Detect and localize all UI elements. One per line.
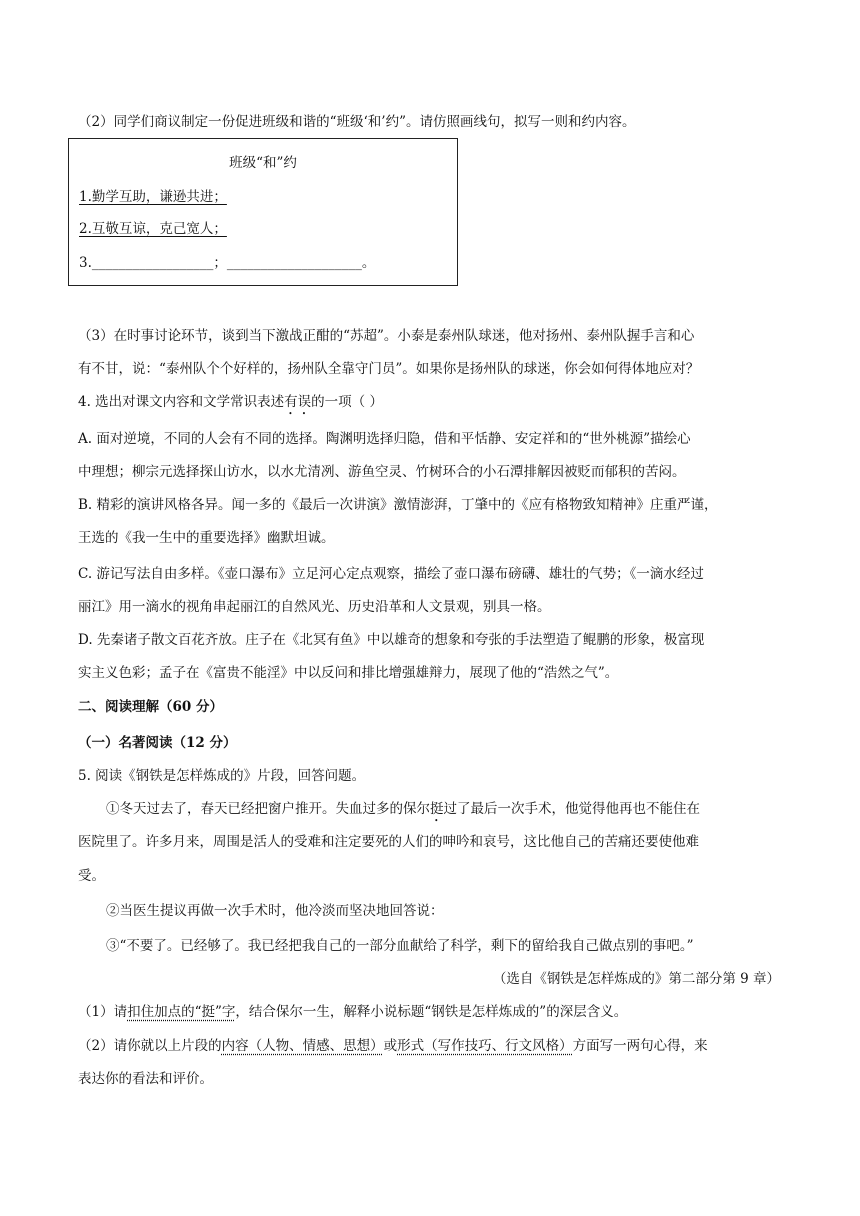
class-pact-box	[68, 138, 458, 286]
passage-paragraph-1-line-1: ①冬天过去了，春天已经把窗户推开。失血过多的保尔挺过了最后一次手术，他觉得他再也不能住在	[106, 801, 700, 817]
option-b-line-1: B. 精彩的演讲风格各异。闻一多的《最后一次讲演》激情澎湃，丁肇中的《应有格物致知精神》庄重严谨，	[78, 497, 718, 513]
option-a-line-2: 中理想；柳宗元选择探山访水，以水尤清冽、游鱼空灵、竹树环合的小石潭排解因被贬而郁积的苦闷。	[78, 464, 686, 480]
option-c-line-1: C. 游记写法自由多样。《壶口瀑布》立足河心定点观察，描绘了壶口瀑布磅礴、雄壮的气势；《一滴水经过	[78, 566, 704, 582]
section-heading-reading: 二、阅读理解（60 分）	[78, 699, 223, 715]
option-d-line-1: D. 先秦诸子散文百花齐放。庄子在《北冥有鱼》中以雄奇的想象和夸张的手法塑造了鲲鹏的形象，极富现	[78, 632, 705, 648]
pact-item-2: 2.互敬互谅，克己宽人；	[79, 221, 227, 237]
question-4-prompt	[78, 392, 383, 418]
subsection-heading-classics: （一）名著阅读（12 分）	[78, 735, 237, 751]
q4-emphasis: 有误	[284, 394, 312, 410]
q4-suffix: 的一项（ ）	[311, 394, 383, 410]
question-3-line-2: 有不甘，说：“泰州队个个好样的，扬州队全靠守门员”。如果你是扬州队的球迷，你会如何得体地应对？	[78, 361, 700, 377]
passage-paragraph-1-line-3: 受。	[78, 868, 105, 884]
option-a-line-1: A. 面对逆境，不同的人会有不同的选择。陶渊明选择归隐，借和平恬静、安定祥和的“世外桃源”描绘心	[78, 431, 691, 447]
pact-item-1: 1.勤学互助，谦逊共进；	[79, 189, 227, 205]
q5-2-underlined-form: 形式（写作技巧、行文风格）	[397, 1038, 573, 1054]
q4-prefix: 4. 选出对课文内容和文学常识表述	[78, 394, 285, 410]
pact-title: 班级“和”约	[229, 155, 297, 171]
passage-paragraph-3: ③“不要了。已经够了。我已经把我自己的一部分血献给了科学，剩下的留给我自己做点别的事吧。”	[106, 938, 694, 954]
passage-source: （选自《钢铁是怎样炼成的》第二部分第 9 章）	[492, 971, 780, 987]
q5-1-underlined: 扣住加点的“挺”字	[127, 1004, 236, 1020]
pact-item-3-blank: 3.__________________；____________________。	[79, 255, 376, 271]
option-d-line-2: 实主义色彩；孟子在《富贵不能淫》中以反问和排比增强雄辩力，展现了他的“浩然之气”。	[78, 665, 619, 681]
question-5-2-line-2: 表达你的看法和评价。	[78, 1071, 213, 1087]
question-2-prompt: （2）同学们商议制定一份促进班级和谐的“班级‘和’约”。请仿照画线句，拟写一则和约内容。	[78, 114, 636, 130]
passage-paragraph-2: ②当医生提议再做一次手术时，他冷淡而坚决地回答说：	[106, 903, 444, 919]
passage-paragraph-1-line-2: 医院里了。许多月来，周围是活人的受难和注定要死的人们的呻吟和哀号，这比他自己的苦痛还要使他难	[78, 834, 699, 850]
emphasized-character: 挺	[430, 801, 444, 817]
question-3-line-1: （3）在时事讨论环节，谈到当下激战正酣的“苏超”。小泰是泰州队球迷，他对扬州、泰州队握手言和心	[78, 328, 695, 344]
question-5-prompt: 5. 阅读《钢铁是怎样炼成的》片段，回答问题。	[78, 768, 366, 784]
question-5-2-line-1: （2）请你就以上片段的内容（人物、情感、思想）或形式（写作技巧、行文风格）方面写一两句心得，来	[78, 1038, 708, 1054]
question-5-1: （1）请扣住加点的“挺”字，结合保尔一生，解释小说标题“钢铁是怎样炼成的”的深层含义。	[78, 1004, 628, 1020]
q5-2-underlined-content: 内容（人物、情感、思想）	[221, 1038, 384, 1054]
option-b-line-2: 王选的《我一生中的重要选择》幽默坦诚。	[78, 530, 335, 546]
option-c-line-2: 丽江》用一滴水的视角串起丽江的自然风光、历史沿革和人文景观，别具一格。	[78, 599, 551, 615]
